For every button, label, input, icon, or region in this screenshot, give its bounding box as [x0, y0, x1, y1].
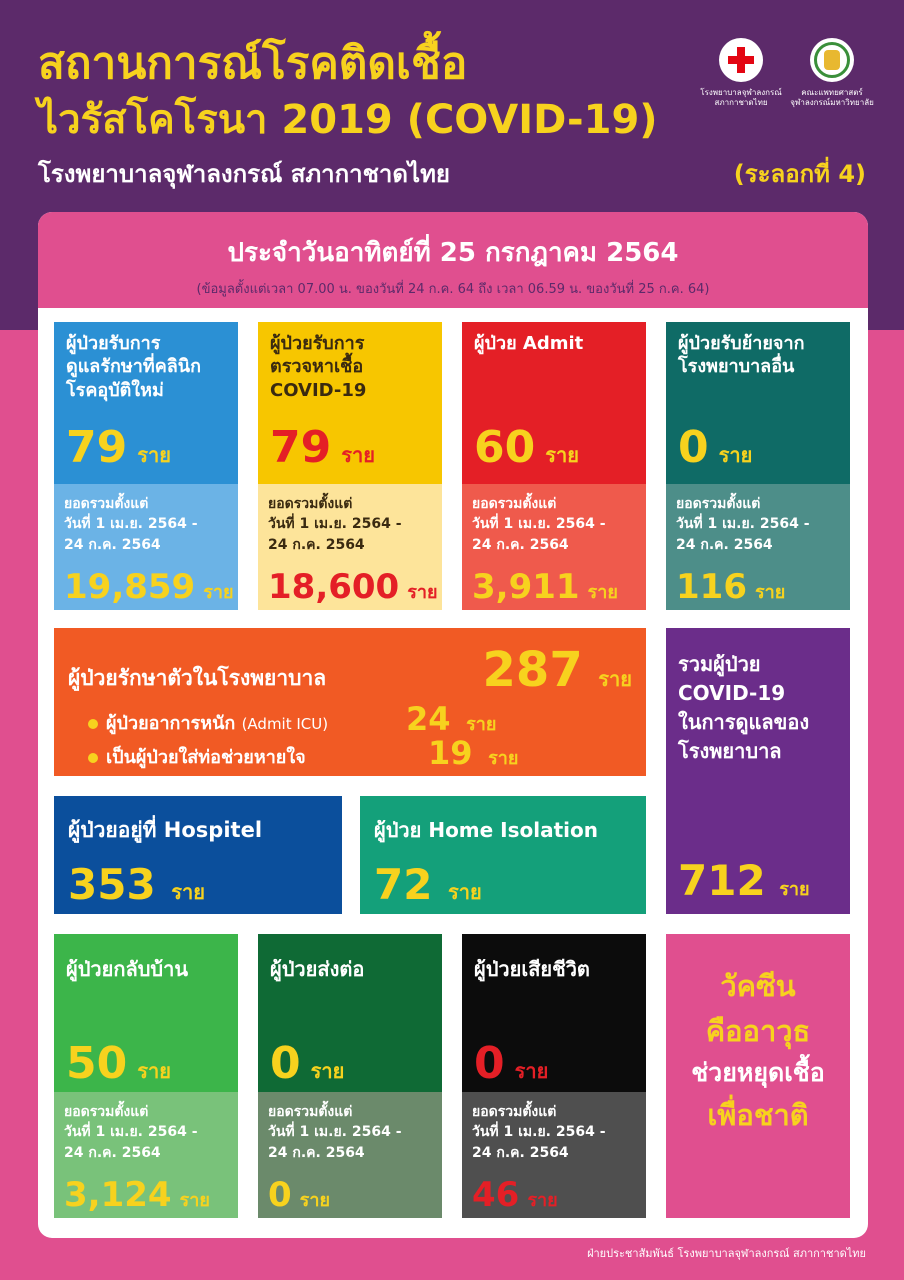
unit-label: ราย [407, 582, 438, 603]
title-line-1: สถานการณ์โรคติดเชื้อ [38, 38, 468, 89]
unit-label: ราย [514, 1059, 549, 1083]
medicine-faculty-logo [782, 38, 882, 109]
cumulative-label [64, 1102, 198, 1163]
stat-label-line: ดูแลรักษาที่คลินิก [66, 356, 201, 378]
stat-label-line: ผู้ป่วยรับการ [270, 333, 365, 354]
stat-label-line: COVID-19 [270, 379, 367, 401]
unit-label: ราย [310, 1059, 345, 1083]
stat-box [54, 322, 238, 610]
unit-label: ราย [488, 748, 519, 769]
unit-label: ราย [466, 714, 497, 735]
cumulative-label-line: วันที่ 1 เม.ย. 2564 - [64, 1124, 198, 1141]
cumulative-label-line: ยอดรวมตั้งแต่ [472, 496, 557, 512]
stat-label [270, 332, 366, 402]
stat-value: 0 [678, 422, 709, 473]
stat-label: ผู้ป่วยเสียชีวิต [474, 957, 590, 981]
stat-label: ผู้ป่วยส่งต่อ [270, 957, 365, 981]
vaccine-slogan-line: วัคซีน [720, 969, 796, 1003]
cumulative-value: 0 [268, 1175, 292, 1215]
stat-label [66, 332, 201, 402]
stat-box [666, 322, 850, 610]
cumulative-label-line: 24 ก.ค. 2564 [64, 536, 161, 553]
cumulative-panel [258, 1092, 442, 1218]
vaccine-slogan-line: ช่วยหยุดเชื้อ [691, 1057, 825, 1087]
stat-label-line: โรงพยาบาลอื่น [678, 356, 795, 378]
cumulative-value: 19,859 [64, 567, 196, 607]
cumulative-panel [54, 484, 238, 610]
inpatient-value: 287 [482, 642, 583, 698]
bullet-icon [88, 753, 98, 763]
cumulative-value: 18,600 [268, 567, 400, 607]
vaccine-slogan-line: คืออาวุธ [705, 1013, 811, 1048]
cumulative-panel [462, 484, 646, 610]
title-line-2: ไวรัสโคโรนา 2019 (COVID-19) [38, 97, 658, 143]
cumulative-label-line: ยอดรวมตั้งแต่ [64, 1104, 149, 1120]
unit-label: ราย [448, 880, 482, 904]
stat-box [258, 934, 442, 1218]
unit-label: ราย [718, 443, 753, 467]
stat-label-line: โรคอุบัติใหม่ [66, 379, 164, 401]
report-card [38, 212, 868, 1238]
stat-box [462, 322, 646, 610]
cumulative-label-line: 24 ก.ค. 2564 [472, 536, 569, 553]
stat-box [54, 934, 238, 1218]
report-date: ประจำวันอาทิตย์ที่ 25 กรกฎาคม 2564 [227, 238, 679, 268]
bullet-icon [88, 719, 98, 729]
total-covid-label-line: ในการดูแลของ [678, 710, 810, 734]
cumulative-label-line: ยอดรวมตั้งแต่ [676, 496, 761, 512]
hospital-subtitle: โรงพยาบาลจุฬาลงกรณ์ สภากาชาดไทย [38, 160, 450, 188]
cumulative-label [268, 494, 402, 555]
ventilator-value: 19 [428, 734, 473, 772]
cumulative-label-line: ยอดรวมตั้งแต่ [472, 1104, 557, 1120]
vaccine-slogan-box [666, 934, 850, 1218]
red-cross-logo [696, 38, 786, 109]
hospitel-value: 353 [68, 860, 156, 909]
unit-label: ราย [171, 880, 205, 904]
hospitel-label: ผู้ป่วยอยู่ที่ Hospitel [68, 818, 263, 842]
severe-row [88, 708, 328, 737]
cumulative-label-line: 24 ก.ค. 2564 [268, 1144, 365, 1161]
cumulative-label [64, 494, 198, 555]
cumulative-value: 116 [676, 567, 747, 607]
severe-sub: (Admit ICU) [241, 715, 329, 733]
cumulative-label [676, 494, 810, 555]
severe-value: 24 [406, 700, 451, 738]
cumulative-label-line: 24 ก.ค. 2564 [676, 536, 773, 553]
unit-label: ราย [179, 1190, 210, 1211]
cumulative-label-line: วันที่ 1 เม.ย. 2564 - [472, 1124, 606, 1141]
stat-label-line: ผู้ป่วย Admit [474, 333, 584, 354]
stat-value: 50 [66, 1038, 128, 1089]
cumulative-label-line: 24 ก.ค. 2564 [268, 536, 365, 553]
ventilator-label: เป็นผู้ป่วยใส่ท่อช่วยหายใจ [106, 747, 306, 768]
wave-label: (ระลอกที่ 4) [733, 160, 866, 188]
stat-label [678, 332, 804, 379]
red-cross-logo-text: โรงพยาบาลจุฬาลงกรณ์ สภากาชาดไทย [700, 88, 782, 108]
home-isolation-value: 72 [374, 860, 433, 909]
home-isolation-label: ผู้ป่วย Home Isolation [374, 818, 599, 842]
cumulative-panel [462, 1092, 646, 1218]
cumulative-label-line: วันที่ 1 เม.ย. 2564 - [268, 516, 402, 533]
vaccine-slogan-line: เพื่อชาติ [707, 1097, 809, 1132]
inpatient-box [54, 628, 646, 776]
unit-label: ราย [598, 667, 632, 691]
inpatient-label: ผู้ป่วยรักษาตัวในโรงพยาบาล [68, 666, 327, 690]
severe-label: ผู้ป่วยอาการหนัก [106, 713, 236, 734]
cumulative-label-line: ยอดรวมตั้งแต่ [268, 496, 353, 512]
cumulative-label [472, 1102, 606, 1163]
medicine-logo-text: คณะแพทยศาสตร์ จุฬาลงกรณ์มหาวิทยาลัย [790, 88, 874, 108]
stat-value: 60 [474, 422, 536, 473]
stat-label-line: ผู้ป่วยรับการ [66, 333, 161, 354]
stat-value: 79 [66, 422, 128, 473]
cumulative-panel [666, 484, 850, 610]
cumulative-panel [54, 1092, 238, 1218]
cumulative-label-line: 24 ก.ค. 2564 [472, 1144, 569, 1161]
ventilator-row [88, 742, 306, 771]
footer-credit: ฝ่ายประชาสัมพันธ์ โรงพยาบาลจุฬาลงกรณ์ สภากาชาดไทย [587, 1247, 866, 1260]
unit-label: ราย [587, 582, 618, 603]
home-isolation-box [360, 796, 646, 914]
cumulative-value: 3,124 [64, 1175, 172, 1215]
cumulative-panel [258, 484, 442, 610]
stat-value: 0 [474, 1038, 505, 1089]
cumulative-label [472, 494, 606, 555]
unit-label: ราย [545, 443, 579, 467]
red-cross-icon [719, 38, 763, 82]
stat-label-line: ตรวจหาเชื้อ [270, 356, 364, 378]
cumulative-value: 3,911 [472, 567, 580, 607]
faculty-seal-icon [810, 38, 854, 82]
total-covid-value: 712 [678, 856, 766, 905]
unit-label: ราย [754, 582, 786, 603]
report-period-note: (ข้อมูลตั้งแต่เวลา 07.00 น. ของวันที่ 24 ก.ค. 64 ถึง เวลา 06.59 น. ของวันที่ 25 ก.ค. 64) [196, 282, 710, 297]
cumulative-label-line: วันที่ 1 เม.ย. 2564 - [64, 516, 198, 533]
unit-label: ราย [779, 879, 810, 900]
cumulative-label-line: 24 ก.ค. 2564 [64, 1144, 161, 1161]
total-covid-label-line: COVID-19 [678, 681, 786, 705]
stat-value: 79 [270, 422, 332, 473]
stat-label [474, 332, 583, 355]
total-covid-label-line: รวมผู้ป่วย [678, 652, 761, 676]
date-band [38, 212, 868, 308]
cumulative-value: 46 [472, 1175, 520, 1215]
unit-label: ราย [137, 443, 171, 467]
total-covid-label-line: โรงพยาบาล [678, 739, 782, 763]
unit-label: ราย [527, 1190, 558, 1211]
cumulative-label-line: ยอดรวมตั้งแต่ [268, 1104, 353, 1120]
stat-box [258, 322, 442, 610]
stat-label: ผู้ป่วยกลับบ้าน [66, 957, 189, 981]
cumulative-label-line: วันที่ 1 เม.ย. 2564 - [676, 516, 810, 533]
stat-label-line: ผู้ป่วยรับย้ายจาก [678, 333, 805, 354]
unit-label: ราย [341, 443, 375, 467]
unit-label: ราย [299, 1190, 330, 1211]
total-covid-box [666, 628, 850, 914]
stat-value: 0 [270, 1038, 301, 1089]
cumulative-label-line: วันที่ 1 เม.ย. 2564 - [472, 516, 606, 533]
cumulative-label-line: ยอดรวมตั้งแต่ [64, 496, 149, 512]
cumulative-label [268, 1102, 402, 1163]
stat-box [462, 934, 646, 1218]
unit-label: ราย [137, 1059, 171, 1083]
cumulative-label-line: วันที่ 1 เม.ย. 2564 - [268, 1124, 402, 1141]
hospitel-box [54, 796, 342, 914]
unit-label: ราย [203, 582, 234, 603]
